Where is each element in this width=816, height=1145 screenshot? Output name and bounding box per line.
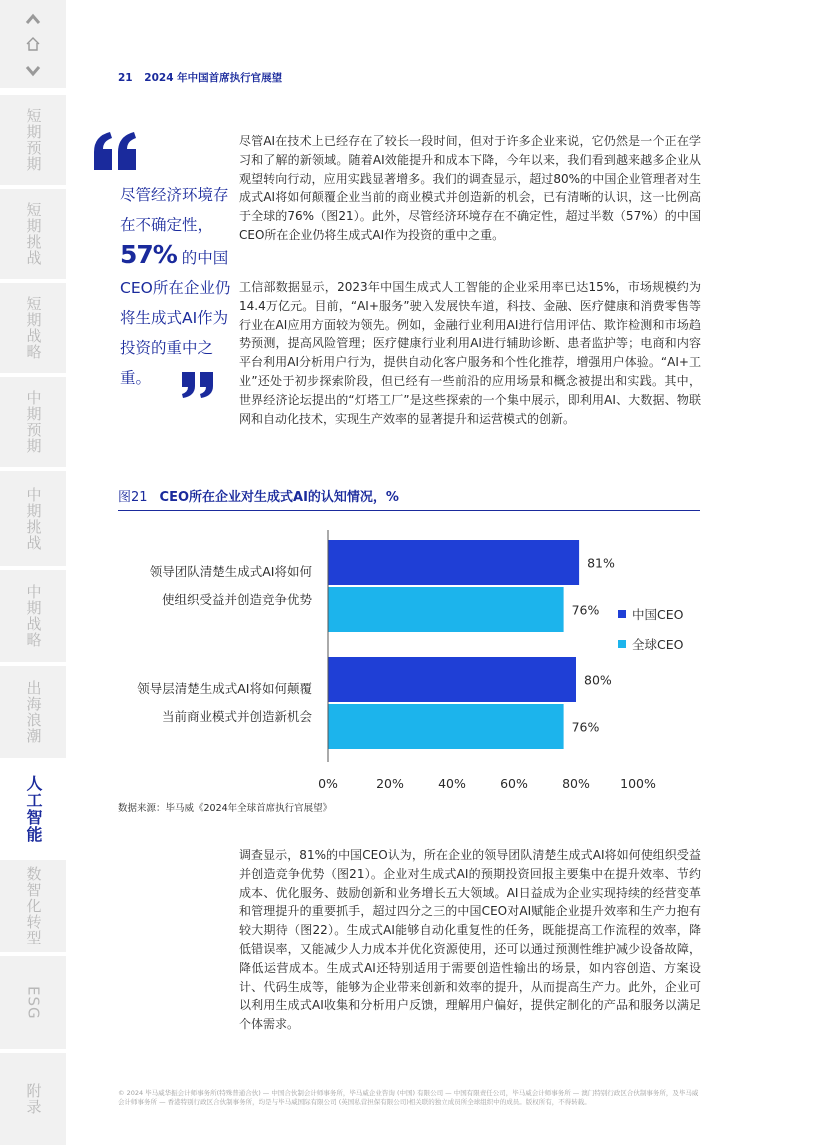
bar bbox=[328, 704, 564, 749]
sidebar-tab-label: 中期挑战 bbox=[24, 486, 43, 551]
chevron-down-icon[interactable] bbox=[0, 62, 66, 81]
x-tick-label: 0% bbox=[318, 776, 338, 791]
sidebar-tab[interactable] bbox=[0, 762, 66, 856]
home-icon[interactable] bbox=[0, 36, 66, 56]
figure-label: 图21 bbox=[118, 490, 148, 505]
sidebar-tab[interactable] bbox=[0, 377, 66, 467]
sidebar-tab-label: 数智化转型 bbox=[24, 866, 43, 946]
sidebar-tab[interactable] bbox=[0, 471, 66, 566]
sidebar-tab-label: 短期挑战 bbox=[24, 202, 43, 266]
sidebar-tab[interactable] bbox=[0, 956, 66, 1049]
sidebar-tab[interactable] bbox=[0, 95, 66, 185]
x-tick-label: 100% bbox=[620, 776, 656, 791]
page-number: 21 bbox=[118, 72, 133, 84]
legend-swatch bbox=[618, 640, 626, 648]
category-label: 使组织受益并创造竞争优势 bbox=[161, 592, 312, 607]
bar-value-label: 81% bbox=[587, 555, 615, 571]
category-label: 领导层清楚生成式AI将如何颠覆 bbox=[137, 681, 312, 696]
figure-title bbox=[118, 486, 399, 505]
pull-quote bbox=[120, 180, 232, 393]
sidebar-tab[interactable] bbox=[0, 666, 66, 758]
figure-rule bbox=[118, 510, 700, 511]
legend-swatch bbox=[618, 610, 626, 618]
category-label: 领导团队清楚生成式AI将如何 bbox=[149, 564, 312, 579]
open-quote-icon bbox=[92, 132, 140, 170]
sidebar-tab-label: ESG bbox=[24, 985, 43, 1020]
x-tick-label: 40% bbox=[438, 776, 466, 791]
x-tick-label: 60% bbox=[500, 776, 528, 791]
figure-caption: CEO所在企业对生成式AI的认知情况，% bbox=[159, 490, 399, 505]
quote-highlight: 57% bbox=[120, 240, 177, 269]
quote-before: 尽管经济环境存在不确定性， bbox=[120, 186, 229, 234]
legend-label: 中国CEO bbox=[632, 607, 684, 622]
bar bbox=[328, 587, 564, 632]
bar-value-label: 76% bbox=[571, 719, 600, 735]
report-title: 2024 年中国首席执行官展望 bbox=[144, 72, 283, 84]
data-source: 数据来源：毕马威《2024年全球首席执行官展望》 bbox=[118, 803, 333, 814]
sidebar-tab[interactable] bbox=[0, 283, 66, 373]
category-label: 当前商业模式并创造新机会 bbox=[161, 709, 312, 724]
quote-after: 的中国CEO所在企业仍将生成式AI作为投资的重中之重。 bbox=[120, 249, 231, 387]
sidebar-tab-label: 短期预期 bbox=[24, 108, 43, 172]
sidebar-tab-label: 附录 bbox=[24, 1083, 43, 1115]
footer-copyright: © 2024 毕马威华振会计师事务所(特殊普通合伙) — 中国合伙制会计师事务所，毕马威企业咨询 (中国) 有限公司 — 中国有限责任公司，毕马威会计师事务所 — 澳门特别行政区合伙制事务所，及毕马威会计师事务所 — 香港特别行政区合伙制事务所，均是与毕马威国际有限公司 (英国私营担保有限公司)相关联的独立成员所全球组织中的成员。版权所有，不得转载。 bbox=[118, 1089, 699, 1106]
sidebar bbox=[0, 0, 66, 1145]
sidebar-tab-label: 中期战略 bbox=[24, 584, 43, 648]
bar-value-label: 80% bbox=[584, 672, 612, 688]
legend-label: 全球CEO bbox=[632, 637, 684, 652]
sidebar-tab[interactable] bbox=[0, 189, 66, 279]
bar-value-label: 76% bbox=[571, 602, 600, 618]
nav-controls bbox=[0, 0, 66, 88]
paragraph-1: 尽管AI在技术上已经存在了较长一段时间，但对于许多企业来说，它仍然是一个正在学习和了解的新领域。随着AI效能提升和成本下降，今年以来，我们看到越来越多企业从观望转向行动，应用实践显著增多。我们的调查显示，超过80%的中国企业管理者对生成式AI将如何颠覆企业当前的商业模式并创造新的机会，已有清晰的认识，这一比例高于全球的76%（图21）。此外，尽管经济环境存在不确定性，超过半数（57%）的中国CEO所在企业仍将生成式AI作为投资的重中之重。 bbox=[239, 134, 701, 242]
x-tick-label: 80% bbox=[562, 776, 590, 791]
sidebar-tab-label: 出海浪潮 bbox=[24, 680, 43, 744]
x-tick-label: 20% bbox=[376, 776, 404, 791]
sidebar-tab[interactable] bbox=[0, 570, 66, 662]
paragraph-3: 调查显示，81%的中国CEO认为，所在企业的领导团队清楚生成式AI将如何使组织受益并创造竞争优势（图21）。企业对生成式AI的预期投资回报主要集中在提升效率、节约成本、优化服务、鼓励创新和业务增长五大领域。AI日益成为企业实现持续的经营变革和管理提升的重要抓手，超过四分之三的中国CEO对AI赋能企业提升效率和生产力抱有较大期待（图22）。生成式AI能够自动化重复性的任务，既能提高工作流程的效率，降低错误率，又能减少人力成本并优化资源使用，还可以通过预测性维护减少设备故障，降低运营成本。生成式AI还特别适用于需要创造性输出的场景，如内容创造、方案设计、代码生成等，能够为企业带来创新和效率的提升，从而提高生产力。此外，企业可以利用生成式AI收集和分析用户反馈，理解用户偏好，提供定制化的产品和服务以满足个体需求。 bbox=[239, 848, 701, 1032]
chevron-up-icon[interactable] bbox=[0, 10, 66, 29]
sidebar-tab-label: 人工智能 bbox=[24, 775, 43, 843]
bar bbox=[328, 657, 576, 702]
paragraph-2: 工信部数据显示，2023年中国生成式人工智能的企业采用率已达15%，市场规模约为14.4万亿元。目前，“AI+服务”驶入发展快车道，科技、金融、医疗健康和消费零售等行业在AI应用方面较为领先。例如，金融行业利用AI进行信用评估、欺诈检测和市场趋势预测，提高风险管理；医疗健康行业利用AI进行辅助诊断、患者监护等；电商和内容平台利用AI分析用户行为，提供自动化客户服务和个性化推荐，增强用户体验。“AI+工业”还处于初步探索阶段，但已经有一些前沿的应用场景和概念被提出和实践。其中，世界经济论坛提出的“灯塔工厂”是这些探索的一个集中展示，即利用AI、大数据、物联网和自动化技术，实现生产效率的显著提升和运营模式的创新。 bbox=[239, 280, 701, 426]
page-header bbox=[118, 70, 282, 85]
close-quote-icon bbox=[180, 372, 216, 398]
sidebar-tab-label: 短期战略 bbox=[24, 296, 43, 360]
sidebar-tab[interactable] bbox=[0, 1053, 66, 1145]
sidebar-tab[interactable] bbox=[0, 860, 66, 952]
sidebar-tab-label: 中期预期 bbox=[24, 390, 43, 454]
bar bbox=[328, 540, 579, 585]
